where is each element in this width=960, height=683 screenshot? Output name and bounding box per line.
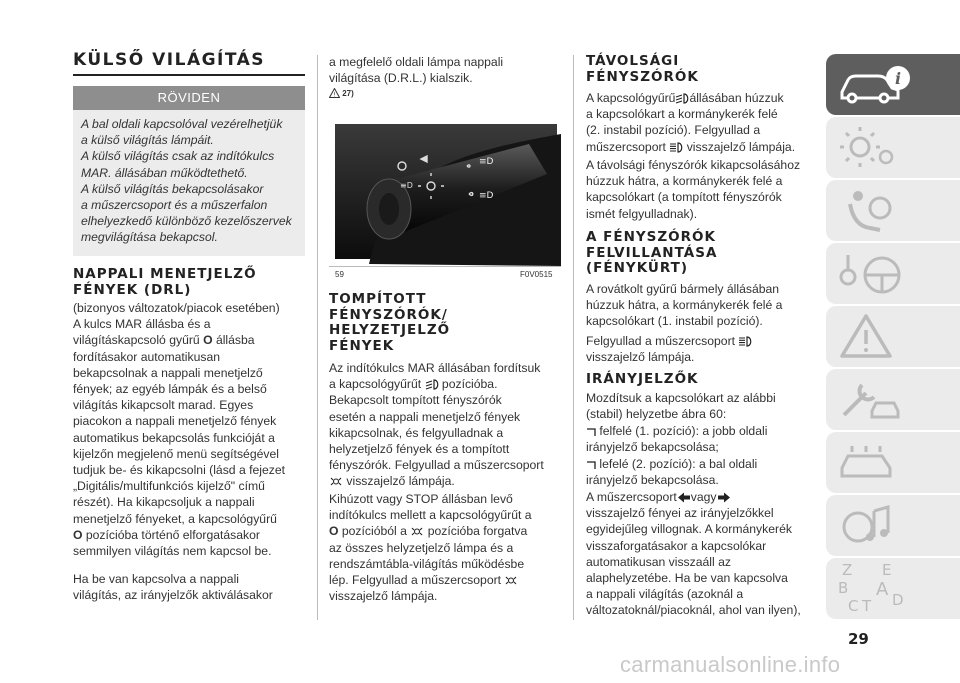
car-specs-icon [836, 438, 906, 488]
bullet-icon [586, 460, 596, 470]
wrench-car-icon [836, 375, 906, 425]
left-arrow-icon [677, 492, 691, 503]
low-beam-heading: TOMPÍTOTT FÉNYSZÓRÓK/ HELYZETJELZŐ FÉNYEK [329, 291, 451, 354]
warning-triangle-icon [329, 88, 340, 98]
note-reference: ! 27) [329, 88, 354, 98]
multimedia-icon [836, 501, 906, 551]
watermark[interactable]: carmanualsonline.info [620, 652, 841, 677]
summary-text: A bal oldali kapcsolóval vezérelhetjük a külső világítás lámpáit. A külső világítás csak az indítókulcs MAR. állásában működtethető. A külső világítás bekapcsolásakor a műszercsoport és a műszerfalon elhelyezkedő különböző kezelőszervek megvilágítása bekapcsol. [81, 117, 292, 245]
flash-paragraph-2: Felgyullad a műszercsoport visszajelző lámpája. [586, 333, 821, 365]
drl-paragraph-2: Ha be van kapcsolva a nappali világítás, az irányjelzők aktiválásakor [73, 572, 273, 603]
high-beam-icon [669, 142, 683, 153]
low-beam-paragraph-1: Az indítókulcs MAR állásában fordítsuk a kapcsológyűrűt pozícióba. Bekapcsolt tompított fényszórók esetén a nappali menetjelző fények kikapcsolnak, és felgyulladnak a helyzetjelző fények és a tompított fényszórók. Felgyullad a műszercsoport visszajelző lámpája. [329, 361, 544, 489]
bullet-down: lefelé (2. pozíció): a bal oldali irányjelző bekapcsolása. [586, 457, 758, 488]
svg-text:≡D: ≡D [479, 157, 494, 167]
title-rule [73, 74, 305, 76]
tab-starting-driving[interactable] [826, 243, 960, 304]
light-switch-stalk-illustration [329, 114, 561, 266]
ring-o-position-icon: O [329, 524, 339, 539]
car-info-icon [836, 60, 916, 110]
warning-lights-icon [840, 123, 900, 173]
figure-code: F0V0515 [520, 270, 553, 279]
high-beam-heading: TÁVOLSÁGI FÉNYSZÓRÓK [586, 53, 699, 85]
figure-light-stalk [329, 114, 561, 267]
turn-signals-paragraph-1: Mozdítsuk a kapcsolókart az alábbi (stabil) helyzetbe ábra 60: [586, 391, 776, 422]
warning-triangle-icon [840, 312, 900, 362]
high-beam-paragraph-2: A távolsági fényszórók kikapcsolásához húzzuk hátra, a kormánykerék felé a kapcsolókart (a tompított fényszórók ismét felgyulladnak). [586, 158, 801, 221]
bullet-icon [586, 427, 596, 437]
airbag-safety-icon [840, 186, 900, 236]
figure-number: 59 [335, 270, 344, 279]
tab-car-info[interactable] [826, 54, 960, 115]
ring-o-position-icon: O [73, 527, 83, 542]
drl-paragraph-1: (bizonyos változatok/piacok esetében) A kulcs MAR állásba és a világításkapcsoló gyűrű O állásba fordításakor automatikusan bekapcsolnak a nappali menetjelző fények; az egyéb lámpák és a belső világítás kikapcsolt marad. Egyes piacokon a nappali menetjelző fények automatikus bekapcsolás funkcióját a kijelzőn megjelenő menü segítségével tudjuk be- és kikapcsolni (lásd a fejezet „Digitális/multifunkciós kijelző" című részét). Ha kikapcsoljuk a nappali menetjelző fényeket, a kapcsológyűrű O pozícióba történő elforgatásakor semmilyen világítás nem kapcsol be. [73, 301, 286, 559]
tab-maintenance[interactable] [826, 432, 960, 493]
chapter-tabs [826, 54, 960, 620]
flash-paragraph-1: A rovátkolt gyűrű bármely állásában húzzuk hátra, a kormánykerék felé a kapcsolókart (1. instabil pozíció). [586, 282, 783, 329]
tab-safety[interactable] [826, 180, 960, 241]
bullet-up: felfelé (1. pozíció): a jobb oldali irányjelző bekapcsolása; [586, 424, 768, 455]
summary-heading: RÖVIDEN [73, 86, 305, 110]
low-beam-icon [675, 93, 689, 104]
tab-index[interactable] [826, 558, 960, 619]
turn-signals-paragraph-2: A műszercsoport vagy visszajelző fényei az irányjelzőkkel egyidejűleg villognak. A kormánykerék visszaforgatásakor a kapcsolókar automatikusan visszaáll az alaphelyzetébe. Ha be van kapcsolva a nappali világítás (azoknál a változatoknál/piacoknál, ahol van ilyen), [586, 490, 801, 618]
low-beam-paragraph-2: Kihúzott vagy STOP állásban levő indítókulcs mellett a kapcsológyűrűt a O pozícióból a pozícióba forgatva az összes helyzetjelző lámpa és a rendszámtábla-világítás működésbe lép. Felgyullad a műszercsoport visszajelző lámpája. [329, 492, 532, 604]
ring-o-position-icon: O [203, 333, 213, 348]
svg-text:≡D: ≡D [479, 191, 494, 201]
svg-text:≡D: ≡D [400, 181, 413, 190]
flash-heading: A FÉNYSZÓRÓK FELVILLANTÁSA (FÉNYKÜRT) [586, 229, 718, 276]
tab-emergency[interactable] [826, 369, 960, 430]
high-beam-icon [738, 336, 752, 347]
svg-text:!: ! [333, 91, 336, 98]
page-title: KÜLSŐ VILÁGÍTÁS [73, 50, 266, 70]
tab-multimedia[interactable] [826, 495, 960, 556]
position-lights-icon [504, 575, 518, 586]
index-icon: Z E B A C T D [838, 561, 904, 615]
low-beam-icon [425, 379, 439, 390]
key-steering-icon [836, 249, 906, 299]
tab-warning-lights[interactable] [826, 117, 960, 178]
page-number: 29 [848, 630, 869, 648]
drl-heading: NAPPALI MENETJELZŐ FÉNYEK (DRL) [73, 266, 257, 298]
turn-signals-heading: IRÁNYJELZŐK [586, 371, 699, 387]
tab-warning-messages[interactable] [826, 306, 960, 367]
svg-text:i: i [894, 69, 902, 88]
position-lights-icon [410, 526, 424, 537]
summary-box [73, 86, 305, 256]
position-lights-icon [329, 476, 343, 487]
high-beam-paragraph-1: A kapcsológyűrű állásában húzzuk a kapcsolókart a kormánykerék felé (2. instabil pozíció). Felgyullad a műszercsoport visszajelző lámpája. [586, 91, 796, 154]
drl-continuation: a megfelelő oldali lámpa nappali világítása (D.R.L.) kialszik. [329, 55, 504, 86]
right-arrow-icon [717, 492, 731, 503]
column-separator [573, 55, 574, 620]
column-separator [317, 55, 318, 620]
